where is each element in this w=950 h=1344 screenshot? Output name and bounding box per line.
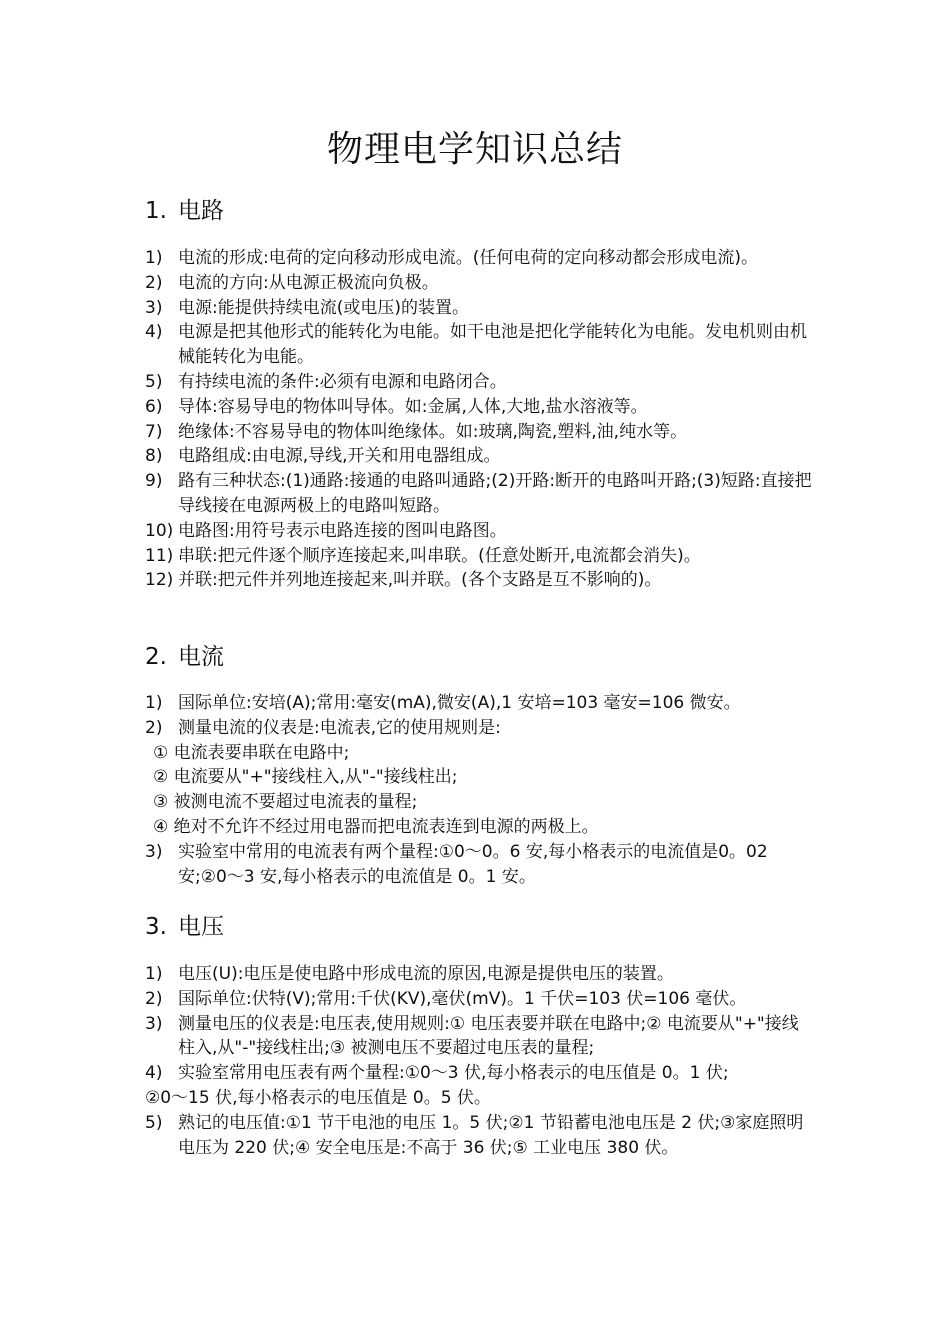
- item-number: 4): [145, 322, 163, 343]
- item-number: 6): [145, 396, 163, 417]
- list-item: [145, 840, 815, 890]
- list-item: [145, 296, 815, 321]
- section-number: 1.: [145, 198, 167, 224]
- item-number: 10): [145, 520, 174, 541]
- item-text: 电源:能提供持续电流(或电压)的装置。: [178, 297, 469, 318]
- item-text: 测量电流的仪表是:电流表,它的使用规则是:: [178, 717, 501, 738]
- item-text: 有持续电流的条件:必须有电源和电路闭合。: [178, 371, 507, 392]
- section-list-current: [145, 691, 815, 889]
- list-item: [145, 1111, 815, 1161]
- item-text: 电压(U):电压是使电路中形成电流的原因,电源是提供电压的装置。: [178, 964, 674, 984]
- item-text: 国际单位:伏特(V);常用:千伏(KV),毫伏(mV)。1 千伏=103 伏=106 毫伏。: [178, 988, 747, 1009]
- item-number: 7): [145, 421, 163, 442]
- list-item: [145, 962, 815, 987]
- item-number: 1): [145, 248, 163, 268]
- item-number: 3): [145, 1013, 163, 1034]
- item-number: 5): [145, 1112, 163, 1133]
- item-number: 4): [145, 1063, 163, 1084]
- item-text: 熟记的电压值:①1 节干电池的电压 1。5 伏;②1 节铅蓄电池电压是 2 伏;③家庭照明电压为 220 伏;④ 安全电压是:不高于 36 伏;⑤ 工业电压 380 伏。: [178, 1112, 804, 1158]
- item-text: 实验室中常用的电流表有两个量程:①0～0。6 安,每小格表示的电流值是0。02 安;②0～3 安,每小格表示的电流值是 0。1 安。: [178, 841, 768, 887]
- continuation-line: ②0～15 伏,每小格表示的电压值是 0。5 伏。: [145, 1087, 491, 1108]
- list-item: [145, 716, 815, 741]
- list-item: [145, 395, 815, 420]
- list-item: [145, 420, 815, 445]
- item-number: 5): [145, 371, 163, 392]
- item-text: 电流的方向:从电源正极流向负极。: [178, 272, 439, 293]
- sub-item: ① 电流表要串联在电路中;: [153, 742, 350, 763]
- list-item: [145, 469, 815, 519]
- section-list-voltage: [145, 962, 815, 1160]
- item-text: 串联:把元件逐个顺序连接起来,叫串联。(任意处断开,电流都会消失)。: [178, 545, 701, 566]
- item-text: 国际单位:安培(A);常用:毫安(mA),微安(A),1 安培=103 毫安=106 微安。: [178, 693, 741, 713]
- sub-item: ② 电流要从"+"接线柱入,从"-"接线柱出;: [153, 767, 458, 788]
- item-text: 并联:把元件并列地连接起来,叫并联。(各个支路是互不影响的)。: [178, 570, 662, 591]
- list-item: [145, 444, 815, 469]
- list-item: [145, 544, 815, 569]
- item-number: 3): [145, 841, 163, 862]
- item-number: 2): [145, 717, 163, 738]
- document-title: 物理电学知识总结: [326, 129, 623, 170]
- item-text: 测量电压的仪表是:电压表,使用规则:① 电压表要并联在电路中;② 电流要从"+"接线柱入,从"-"接线柱出;③ 被测电压不要超过电压表的量程;: [178, 1013, 799, 1059]
- section-heading-current: [145, 641, 224, 673]
- section-list-circuit: [145, 246, 815, 593]
- item-text: 电源是把其他形式的能转化为电能。如干电池是把化学能转化为电能。发电机则由机械能转化为电能。: [178, 322, 807, 368]
- item-text: 电路图:用符号表示电路连接的图叫电路图。: [178, 520, 507, 541]
- item-number: 2): [145, 272, 163, 293]
- item-text: 绝缘体:不容易导电的物体叫绝缘体。如:玻璃,陶瓷,塑料,油,纯水等。: [178, 421, 688, 442]
- list-item: [145, 271, 815, 296]
- section-number: 2.: [145, 644, 167, 670]
- list-item: [145, 691, 815, 716]
- list-item: [145, 568, 815, 593]
- item-text: 电路组成:由电源,导线,开关和用电器组成。: [178, 446, 501, 467]
- list-item: [145, 320, 815, 370]
- section-number: 3.: [145, 914, 167, 940]
- section-heading-circuit: [145, 195, 224, 227]
- item-text: 导体:容易导电的物体叫导体。如:金属,人体,大地,盐水溶液等。: [178, 396, 648, 417]
- section-title: 电路: [178, 198, 224, 224]
- item-number: 8): [145, 446, 163, 467]
- list-item: [145, 370, 815, 395]
- list-item: [145, 1061, 815, 1086]
- item-number: 1): [145, 964, 163, 984]
- item-number: 9): [145, 471, 163, 492]
- list-item: [145, 987, 815, 1012]
- list-item: [145, 1012, 815, 1062]
- section-title: 电流: [178, 644, 224, 670]
- item-text: 路有三种状态:(1)通路:接通的电路叫通路;(2)开路:断开的电路叫开路;(3)短路:直接把导线接在电源两极上的电路叫短路。: [178, 471, 812, 516]
- item-number: 3): [145, 297, 163, 318]
- item-text: 实验室常用电压表有两个量程:①0～3 伏,每小格表示的电压值是 0。1 伏;: [178, 1063, 729, 1084]
- item-number: 11): [145, 545, 174, 566]
- section-heading-voltage: [145, 911, 224, 943]
- sub-item: ④ 绝对不允许不经过用电器而把电流表连到电源的两极上。: [153, 816, 599, 837]
- sub-item: ③ 被测电流不要超过电流表的量程;: [153, 792, 418, 813]
- list-item: [145, 519, 815, 544]
- item-number: 2): [145, 988, 163, 1009]
- item-number: 1): [145, 693, 163, 713]
- section-title: 电压: [178, 914, 224, 940]
- list-item: [145, 246, 815, 271]
- item-text: 电流的形成:电荷的定向移动形成电流。(任何电荷的定向移动都会形成电流)。: [178, 248, 758, 268]
- item-number: 12): [145, 570, 174, 591]
